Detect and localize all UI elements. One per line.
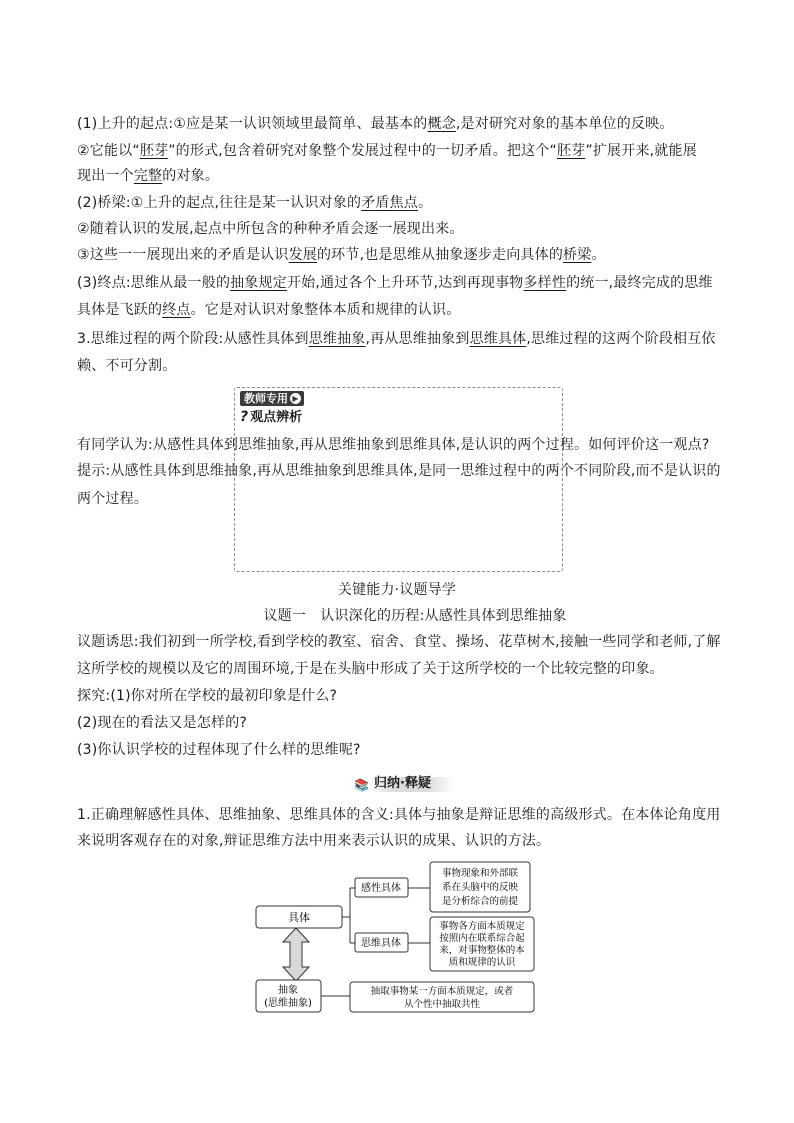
book-icon: 📚 — [354, 778, 369, 792]
text-line: ③这些一一展现出来的矛盾是认识发展的环节,也是思维从抽象逐步走向具体的桥梁。 — [77, 247, 606, 263]
abstract-sub-label: (思维抽象) — [264, 998, 312, 1009]
underlined-keyword: 矛盾焦点 — [361, 195, 418, 211]
underlined-keyword: 胚芽 — [139, 143, 169, 159]
text-line: ②随着认识的发展,起点中所包含的种种矛盾会逐一展现出来。 — [77, 221, 464, 237]
text-line: (1)上升的起点:①应是某一认识领域里最简单、最基本的概念,是对研究对象的基本单位的反映。 — [77, 116, 674, 132]
desc-line: 系在头脑中的反映 — [441, 882, 519, 893]
root-label: 具体 — [288, 911, 310, 924]
text-line: (3)终点:思维从最一般的抽象规定开始,通过各个上升环节,达到再现事物多样性的统一,最终完成的思维 — [77, 275, 713, 291]
desc-line: 按照内在联系综合起 — [439, 933, 525, 944]
desc-line: 事物各方面本质规定 — [439, 921, 525, 932]
section-title: 关键能力·议题导学 — [337, 582, 457, 598]
concept-diagram — [250, 860, 550, 1020]
underlined-keyword: 发展 — [288, 247, 317, 263]
paragraph: 议题诱思:我们初到一所学校,看到学校的教室、宿舍、食堂、操场、花草树木,接触一些同学和老师,了解 — [77, 634, 721, 650]
teacher-hint: 两个过程。 — [77, 491, 148, 507]
text-line: 现出一个完整的对象。 — [77, 168, 220, 184]
double-arrow-icon — [283, 928, 309, 981]
text-line: ②它能以“胚芽”的形式,包含着研究对象整个发展过程中的一切矛盾。把这个“胚芽”扩展开来,就能展 — [77, 143, 697, 159]
question: 探究:(1)你对所在学校的最初印象是什么? — [77, 688, 338, 704]
paragraph: 这所学校的规模以及它的周围环境,于是在头脑中形成了关于这所学校的一个比较完整的印象。 — [77, 661, 664, 677]
desc-line: 来，对事物整体的本 — [439, 945, 525, 956]
text-line: (2)桥梁:①上升的起点,往往是某一认识对象的矛盾焦点。 — [77, 195, 433, 211]
topic-heading: 议题一 认识深化的历程:从感性具体到思维抽象 — [263, 608, 567, 624]
text-line: 具体是飞跃的终点。它是对认识对象整体本质和规律的认识。 — [77, 302, 461, 318]
text-line: 赖、不可分割。 — [77, 358, 177, 374]
underlined-keyword: 胚芽 — [556, 143, 586, 159]
teacher-hint: 提示:从感性具体到思维抽象,再从思维抽象到思维具体,是同一思维过程中的两个不同阶段,而不是认识的 — [77, 463, 721, 479]
paragraph: 来说明客观存在的对象,辩证思维方法中用来表示认识的成果、认识的方法。 — [77, 833, 551, 849]
underlined-keyword: 终点 — [162, 302, 191, 318]
play-arrow-icon: ▶ — [290, 393, 301, 404]
thinking-label: 思维具体 — [361, 938, 401, 949]
question: (3)你认识学校的过程体现了什么样的思维呢? — [77, 742, 361, 758]
paragraph: 1.正确理解感性具体、思维抽象、思维具体的含义:具体与抽象是辩证思维的高级形式。在本体论角度用 — [77, 807, 721, 823]
underlined-keyword: 桥梁 — [563, 247, 592, 263]
question-mark-icon: ? — [240, 409, 249, 425]
underlined-keyword: 完整 — [133, 168, 163, 184]
teacher-question: 有同学认为:从感性具体到思维抽象,再从思维抽象到思维具体,是认识的两个过程。如何评价这一观点? — [77, 437, 710, 453]
underlined-keyword: 思维具体 — [469, 331, 527, 347]
underlined-keyword: 多样性 — [523, 275, 567, 291]
text-line: 3.思维过程的两个阶段:从感性具体到思维抽象,再从思维抽象到思维具体,思维过程的这两个阶段相互依 — [77, 331, 716, 347]
underlined-keyword: 概念 — [427, 116, 456, 132]
abstract-label: 抽象 — [278, 985, 298, 996]
teacher-only-tag: 教师专用 ▶ — [240, 391, 304, 406]
underlined-keyword: 思维抽象 — [308, 331, 366, 347]
desc-line: 质和规律的认识 — [448, 957, 516, 968]
question: (2)现在的看法又是怎样的? — [77, 715, 248, 731]
underlined-keyword: 抽象规定 — [230, 275, 287, 291]
desc-line: 事物现象和外部联 — [441, 868, 519, 879]
desc-line: 从个性中抽取共性 — [403, 999, 481, 1010]
perceptual-label: 感性具体 — [361, 883, 401, 894]
desc-line: 抽取事物某一方面本质规定，或者 — [370, 986, 514, 997]
desc-line: 是分析综合的前提 — [441, 896, 519, 907]
viewpoint-heading: ? 观点辨析 — [240, 409, 303, 425]
summary-header: 📚 归纳·释疑 — [352, 775, 456, 793]
